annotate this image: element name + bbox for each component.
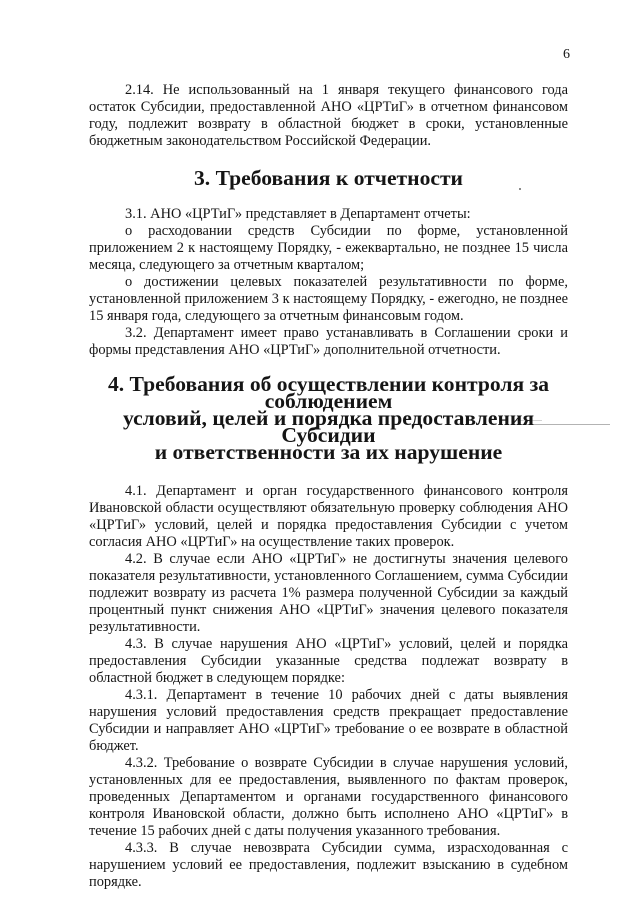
paragraph-3-1: 3.1. АНО «ЦРТиГ» представляет в Департамент отчеты: — [125, 206, 471, 222]
section-4-title — [89, 372, 568, 464]
spacer — [89, 461, 568, 483]
paragraph-4-3: 4.3. В случае нарушения АНО «ЦРТиГ» условий, целей и порядка предоставления Субсидии указанные средства подлежат возврату в областной бюджет в следующем порядке: — [89, 636, 568, 686]
paragraph-4-3-2: 4.3.2. Требование о возврате Субсидии в случае нарушения условий, установленных для ее предоставления, выявленного по фактам проверок, проведенных Департаментом и органами государственного финансового контроля Ивановской области, должно быть исполнено АНО «ЦРТиГ» в течение 15 рабочих дней с даты получения указанного требования. — [89, 755, 568, 839]
page-number: 6 — [563, 47, 570, 62]
section-4-title-line-3: и ответственности за их нарушение — [154, 440, 503, 464]
paragraph-4-2: 4.2. В случае если АНО «ЦРТиГ» не достигнуты значения целевого показателя результативности, установленного Соглашением, сумма Субсидии подлежит возврату из расчета 1% размера полученной Субсидии за каждый процентный пункт снижения АНО «ЦРТиГ» значения целевого показателя результативности. — [89, 551, 568, 635]
section-3-title: 3. Требования к отчетности — [194, 166, 463, 190]
paragraph-4-1: 4.1. Департамент и орган государственного финансового контроля Ивановской области осуществляют обязательную проверку соблюдения АНО «ЦРТиГ» условий, целей и порядка предоставления Субсидии с учетом согласия АНО «ЦРТиГ» на осуществление таких проверок. — [89, 483, 568, 550]
section-4-title-line-2: условий, целей и порядка предоставления Субсидии — [122, 406, 535, 447]
section-4-title-line-1: 4. Требования об осуществлении контроля за соблюдением — [107, 372, 550, 413]
paragraph-4-3-1: 4.3.1. Департамент в течение 10 рабочих дней с даты выявления нарушения условий предоставления средств прекращает предоставление Субсидии и направляет АНО «ЦРТиГ» требование о ее возврате в областной бюджет. — [89, 687, 568, 754]
paragraph-4-3-3: 4.3.3. В случае невозврата Субсидии сумма, израсходованная с нарушением условий ее предоставления, подлежит взысканию в судебном порядке. — [89, 840, 568, 890]
paragraph-3-1-b: о достижении целевых показателей результативности по форме, установленной приложением 3 к настоящему Порядку, - ежегодно, не позднее 15 января года, следующего за отчетным финансовым годом. — [89, 274, 568, 324]
paragraph-3-2: 3.2. Департамент имеет право устанавливать в Соглашении сроки и формы представления АНО «ЦРТиГ» дополнительной отчетности. — [89, 325, 568, 358]
paragraph-2-14: 2.14. Не использованный на 1 января текущего финансового года остаток Субсидии, предоставленной АНО «ЦРТиГ» в отчетном финансовом году, подлежит возврату в областной бюджет в сроки, установленные бюджетным законодательством Российской Федерации. — [89, 82, 568, 149]
document-content — [89, 82, 568, 891]
paragraph-3-1-a: о расходовании средств Субсидии по форме, установленной приложением 2 к настоящему Порядку, - ежеквартально, не позднее 15 числа месяца, следующего за отчетным кварталом; — [89, 223, 568, 273]
